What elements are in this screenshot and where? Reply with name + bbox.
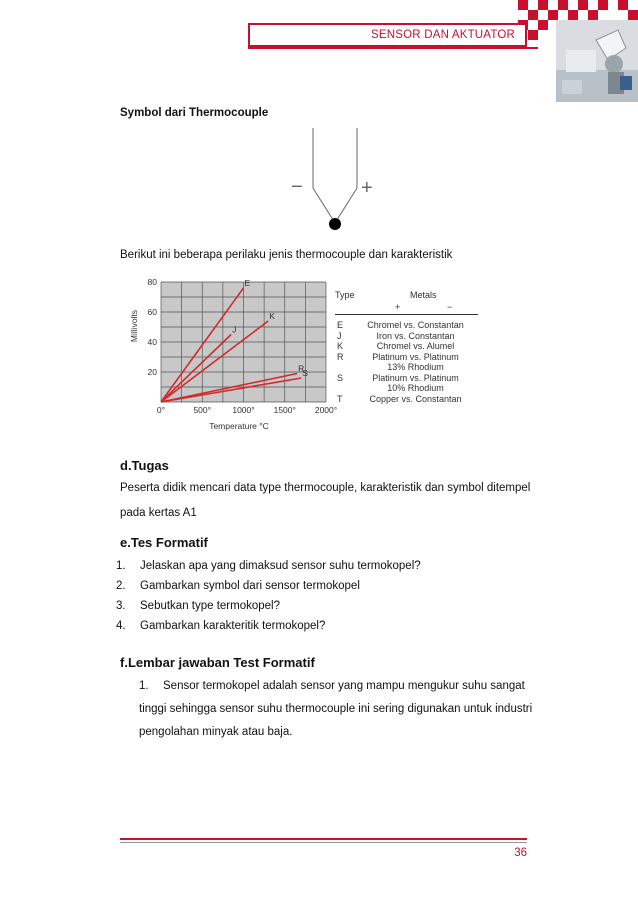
header-box: [248, 23, 527, 47]
thermocouple-type-table: [335, 290, 480, 402]
lembar-answer-number: 1.: [139, 680, 149, 692]
table-header-minus: −: [447, 302, 453, 312]
tes-item-number: 3.: [116, 600, 126, 612]
series-label-k: K: [269, 311, 275, 321]
tugas-line-1: Peserta didik mencari data type thermocouple, karakteristik dan symbol ditempel: [120, 482, 531, 494]
lembar-answer: [139, 676, 559, 742]
series-label-j: J: [232, 324, 237, 335]
thermocouple-chart: [128, 274, 338, 436]
series-label-e: E: [244, 278, 251, 288]
table-cell-type: E: [337, 320, 344, 330]
tugas-text: [120, 478, 560, 523]
x-tick-label: 1000°: [232, 405, 255, 415]
table-rows: [335, 320, 478, 404]
table-row: [335, 341, 478, 352]
table-cell-metals: Copper vs. Constantan: [369, 393, 462, 404]
tes-item-1: [116, 560, 421, 572]
symbol-minus: −: [291, 176, 303, 198]
lembar-line-1: Sensor termokopel adalah sensor yang mampu mengukur suhu sangat: [163, 680, 525, 692]
table-row: [335, 331, 478, 342]
page-number: 36: [514, 847, 527, 859]
y-axis-label: Millivolts: [129, 309, 139, 343]
table-cell-type: J: [337, 330, 342, 341]
tes-item-text: Jelaskan apa yang dimaksud sensor suhu termokopel?: [140, 560, 421, 572]
table-cell-metals: Chromel vs. Constantan: [367, 320, 464, 330]
table-row: [335, 362, 478, 373]
y-tick-label: 80: [147, 277, 157, 287]
x-tick-label: 0°: [156, 405, 166, 415]
header-underline: [248, 47, 538, 49]
table-cell-metals: Iron vs. Constantan: [376, 330, 455, 341]
tes-item-number: 2.: [116, 580, 126, 592]
header-robot-photo: [556, 20, 638, 102]
series-label-r: R: [298, 363, 305, 374]
table-cell-metals: Platinum vs. Platinum: [372, 372, 459, 383]
table-cell-metals: Platinum vs. Platinum: [372, 351, 459, 362]
table-cell-metals: 10% Rhodium: [387, 383, 444, 393]
tes-item-2: [116, 580, 360, 592]
tes-item-text: Gambarkan symbol dari sensor termokopel: [140, 580, 360, 592]
x-tick-label: 1500°: [273, 405, 296, 415]
table-cell-metals: Chromel vs. Alumel: [376, 341, 455, 351]
table-header-rule: [335, 314, 478, 315]
tes-item-4: [116, 620, 326, 632]
tugas-line-2: pada kertas A1: [120, 507, 197, 519]
tes-item-text: Sebutkan type termokopel?: [140, 600, 281, 612]
lembar-title: f.Lembar jawaban Test Formatif: [120, 655, 315, 670]
table-row: [335, 394, 478, 405]
tes-item-text: Gambarkan karakteritik termokopel?: [140, 620, 326, 632]
x-axis-label: Temperature °C: [209, 421, 269, 431]
x-tick-label: 2000°: [314, 405, 338, 415]
table-cell-type: T: [337, 393, 343, 404]
table-row: [335, 373, 478, 384]
table-cell-type: S: [337, 372, 344, 383]
table-row: [335, 383, 478, 394]
series-label-s: S: [302, 368, 308, 378]
tes-item-3: [116, 600, 281, 612]
table-row: [335, 352, 478, 363]
header-title: SENSOR DAN AKTUATOR: [371, 29, 515, 41]
tes-item-number: 1.: [116, 560, 126, 572]
tes-title: e.Tes Formatif: [120, 535, 208, 550]
table-header-plus: +: [395, 302, 401, 312]
table-header-metals: Metals: [410, 290, 437, 300]
intro-text: Berikut ini beberapa perilaku jenis thermocouple dan karakteristik: [120, 249, 453, 261]
tes-item-number: 4.: [116, 620, 126, 632]
symbol-section-title: Symbol dari Thermocouple: [120, 107, 269, 119]
symbol-plus: +: [361, 177, 373, 199]
lembar-line-3: pengolahan minyak atau baja.: [139, 726, 293, 738]
y-tick-label: 60: [147, 307, 157, 317]
table-header-type: Type: [335, 290, 355, 300]
table-cell-type: R: [337, 351, 344, 362]
footer-rule-thin: [120, 842, 527, 843]
x-tick-label: 500°: [193, 405, 212, 415]
footer-rule: [120, 838, 527, 840]
table-cell-metals: 13% Rhodium: [387, 362, 444, 372]
table-row: [335, 320, 478, 331]
thermocouple-symbol: [285, 128, 385, 234]
y-tick-label: 20: [147, 367, 157, 377]
table-cell-type: K: [337, 341, 344, 351]
tugas-title: d.Tugas: [120, 458, 169, 473]
y-tick-label: 40: [147, 337, 157, 347]
lembar-line-2: tinggi sehingga sensor suhu thermocouple ini sering digunakan untuk industri: [139, 703, 533, 715]
